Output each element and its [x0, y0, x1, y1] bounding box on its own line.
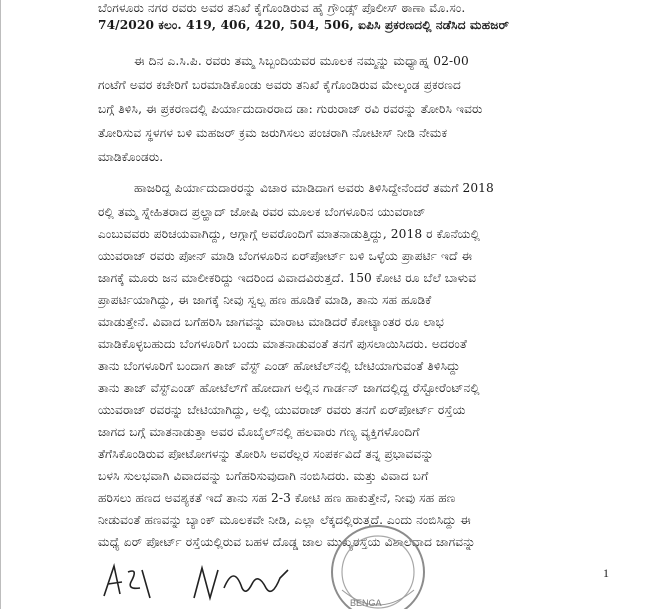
- signature-2: [188, 558, 298, 606]
- doc-line-24: ಮಧ್ಯೆ ಏರ್ ಪೋರ್ಟ್ ರಸ್ತೆಯಲ್ಲಿರುವ ಬಹಳ ದೊಡ್ಡ ಜಾಲ ಮುಖ್ಯರಸ್ತೆಯ ವಿಶಾಲವಾದ ಜಾಗವನ್ನು: [98, 535, 476, 549]
- doc-line-12: ಜಾಗಕ್ಕೆ ಮೂರು ಜನ ಮಾಲೀಕರಿದ್ದು ಇದರಿಂದ ವಿವಾದವಿರುತ್ತದೆ. 150 ಕೋಟಿ ರೂ ಬೆಲೆ ಬಾಳುವ: [98, 271, 477, 285]
- doc-line-11: ಯುವರಾಜ್ ರವರು ಪೋನ್ ಮಾಡಿ ಬೆಂಗಳೂರಿನ ಏರ್‌ಪೋರ್ಟ್ ಬಳಿ ಒಳ್ಳೆಯ ಪ್ರಾಪರ್ಟಿ ಇದೆ ಈ: [98, 249, 473, 263]
- doc-line-4: ಗಂಟೆಗೆ ಅವರ ಕಚೇರಿಗೆ ಬರಮಾಡಿಕೊಂಡು ಅವರು ತನಿಖೆ ಕೈಗೊಂಡಿರುವ ಮೇಲ್ಕಂಡ ಪ್ರಕರಣದ: [98, 78, 461, 92]
- doc-line-10: ಎಂಬುವವರು ಪರಿಚಯವಾಗಿದ್ದು, ಆಗ್ಗಾಗ್ಗೆ ಅವರೊಂದಿಗೆ ಮಾತನಾಡುತ್ತಿದ್ದು, 2018 ರ ಕೊನೆಯಲ್ಲಿ: [98, 227, 480, 241]
- doc-line-19: ಜಾಗದ ಬಗ್ಗೆ ಮಾತನಾಡುತ್ತಾ ಅವರ ಮೊಬೈಲ್‌ನಲ್ಲಿ ಹಲವಾರು ಗಣ್ಯ ವ್ಯಕ್ತಿಗಳೊಂದಿಗೆ: [98, 425, 420, 439]
- doc-line-17: ತಾನು ತಾಜ್ ವೆಸ್ಟ್‌ಎಂಡ್ ಹೋಟೆಲ್‌ಗೆ ಹೋದಾಗ ಅಲ್ಲಿನ ಗಾರ್ಡನ್ ಜಾಗದಲ್ಲಿದ್ದ ರೆಸ್ಟೋರೆಂಟ್‌ನಲ್ಲಿ: [98, 381, 480, 395]
- page-number: 1: [603, 566, 609, 580]
- doc-line-1: ಬೆಂಗಳೂರು ನಗರ ರವರು ಅವರ ತನಿಖೆ ಕೈಗೊಂಡಿರುವ ಹೈ ಗ್ರೌಂಡ್ಸ್ ಪೊಲೀಸ್ ಠಾಣಾ ಮೊ.ಸಂ.: [98, 1, 466, 15]
- doc-line-3: ಈ ದಿನ ಎ.ಸಿ.ಪಿ. ರವರು ತಮ್ಮ ಸಿಬ್ಬಂದಿಯವರ ಮೂಲಕ ನಮ್ಮನ್ನು ಮಧ್ಯಾಹ್ನ 02-00: [134, 54, 469, 68]
- seal-text: BENGA: [350, 598, 382, 608]
- doc-line-13: ಪ್ರಾಪರ್ಟಿಯಾಗಿದ್ದು, ಈ ಜಾಗಕ್ಕೆ ನೀವು ಸ್ವಲ್ಪ ಹಣ ಹೂಡಿಕೆ ಮಾಡಿ, ತಾನು ಸಹ ಹೂಡಿಕೆ: [98, 293, 432, 307]
- seal-stamp: [300, 520, 450, 609]
- doc-line-22: ಹರಿಸಲು ಹಣದ ಅವಶ್ಯಕತೆ ಇದೆ ತಾನು ಸಹ 2-3 ಕೋಟಿ ಹಣ ಹಾಕುತ್ತೇನೆ, ನೀವು ಸಹ ಹಣ: [98, 491, 456, 505]
- doc-line-16: ತಾನು ಬೆಂಗಳೂರಿಗೆ ಬಂದಾಗ ತಾಜ್ ವೆಸ್ಟ್ ಎಂಡ್ ಹೋಟೆಲ್‌ನಲ್ಲಿ ಬೇಟಿಯಾಗುವಂತೆ ತಿಳಿಸಿದ್ದು: [98, 359, 461, 373]
- doc-line-9: ರಲ್ಲಿ ತಮ್ಮ ಸ್ನೇಹಿತರಾದ ಪ್ರಲ್ಹಾದ್ ಜೋಷಿ ರವರ ಮೂಲಕ ಬೆಂಗಳೂರಿನ ಯುವರಾಜ್: [98, 205, 426, 219]
- doc-line-15: ಮಾಡಿಕೊಳ್ಳಬಹುದು ಬೆಂಗಳೂರಿಗೆ ಬಂದು ಮಾತನಾಡುವಂತೆ ತನಗೆ ಪುಸಲಾಯಿಸಿದರು. ಅದರಂತೆ: [98, 337, 467, 351]
- doc-line-18: ಯುವರಾಜ್ ರವರನ್ನು ಬೇಟಿಯಾಗಿದ್ದು, ಅಲ್ಲಿ ಯುವರಾಜ್ ರವರು ತನಗೆ ಏರ್‌ಪೋರ್ಟ್ ರಸ್ತೆಯ: [98, 403, 466, 417]
- doc-line-7: ಮಾಡಿಕೊಂಡರು.: [98, 150, 164, 164]
- doc-line-8: ಹಾಜರಿದ್ದ ಪಿರ್ಯಾದುದಾರರನ್ನು ವಿಚಾರ ಮಾಡಿದಾಗ ಅವರು ತಿಳಿಸಿದ್ದೇನೆಂದರೆ ತಮಗೆ 2018: [134, 181, 494, 195]
- doc-line-6: ತೋರಿಸುವ ಸ್ಥಳಗಳ ಬಳಿ ಮಹಜರ್ ಕ್ರಮ ಜರುಗಿಸಲು ಪಂಚರಾಗಿ ನೋಟೀಸ್ ನೀಡಿ ನೇಮಕ: [98, 126, 448, 140]
- page-edge: [0, 0, 1, 609]
- doc-line-23: ನೀಡುವಂತೆ ಹಣವನ್ನು ಬ್ಯಾಂಕ್ ಮೂಲಕವೇ ನೀಡಿ, ಎಲ್ಲಾ ಲೆಕ್ಕದಲ್ಲಿರುತ್ತದೆ. ಎಂದು ನಂಬಿಸಿದ್ದು ಈ: [98, 513, 471, 527]
- doc-line-21: ಬಳಸಿ ಸುಲಭವಾಗಿ ವಿವಾದವನ್ನು ಬಗೆಹರಿಸುವುದಾಗಿ ನಂಬಿಸಿದರು. ಮತ್ತು ವಿವಾದ ಬಗೆ: [98, 469, 429, 483]
- signature-1: [98, 558, 158, 606]
- doc-line-2: 74/2020 ಕಲಂ. 419, 406, 420, 504, 506, ಐಪಿಸಿ ಪ್ರಕರಣದಲ್ಲಿ ನಡೆಸಿದ ಮಹಜರ್: [98, 18, 510, 32]
- doc-line-20: ತೆಗೆಸಿಕೊಂಡಿರುವ ಪೋಟೋಗಳನ್ನು ತೋರಿಸಿ ಅವರೆಲ್ಲರ ಸಂಪರ್ಕವಿದೆ ತನ್ನ ಪ್ರಭಾವವನ್ನು: [98, 447, 434, 461]
- doc-line-14: ಮಾಡುತ್ತೇನೆ. ವಿವಾದ ಬಗೆಹರಿಸಿ ಜಾಗವನ್ನು ಮಾರಾಟ ಮಾಡಿದರೆ ಕೋಟ್ಯಾಂತರ ರೂ ಲಾಭ: [98, 315, 445, 329]
- doc-line-5: ಬಗ್ಗೆ ತಿಳಿಸಿ, ಈ ಪ್ರಕರಣದಲ್ಲಿ ಪಿರ್ಯಾದುದಾರರಾದ ಡಾ: ಗುರುರಾಜ್ ರವಿ ರವರನ್ನು ತೋರಿಸಿ ಇವರು: [98, 102, 483, 116]
